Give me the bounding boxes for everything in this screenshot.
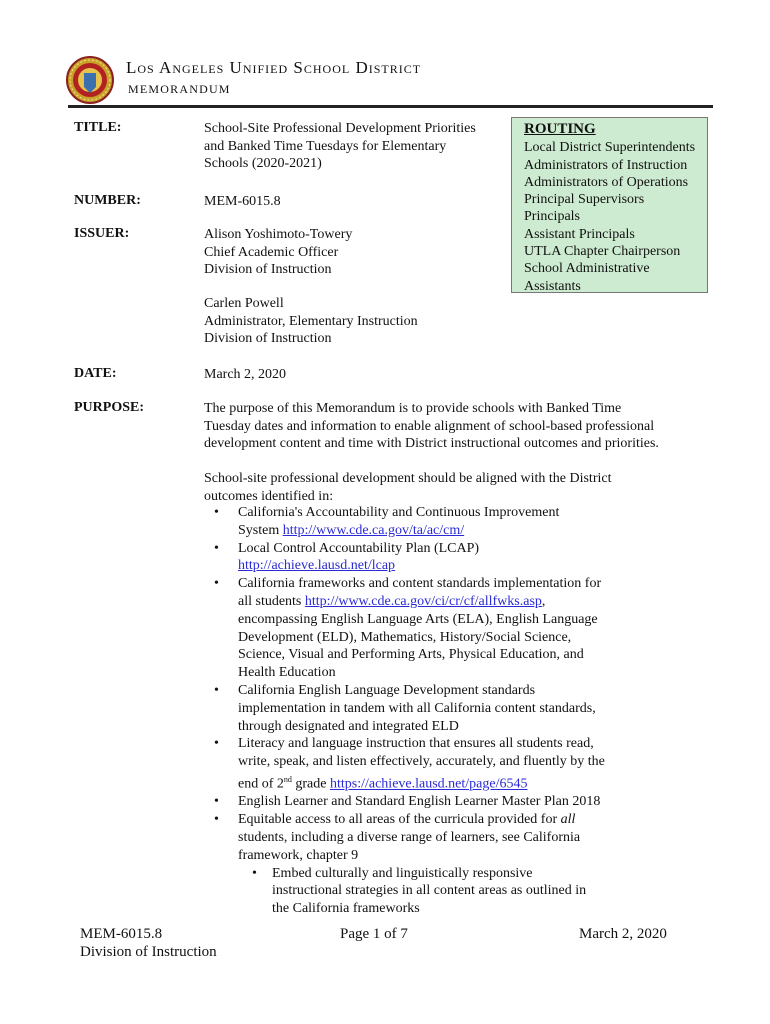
routing-item: Assistants: [524, 278, 581, 294]
footer-page-number: Page 1 of 7: [340, 926, 408, 942]
list-item: • California's Accountability and Continuous Improvement System http://www.cde.ca.gov/ta/ac/cm/: [214, 505, 560, 538]
outcomes-intro: School-site professional development should be aligned with the District outcomes identified in:: [204, 471, 612, 504]
footer-division: Division of Instruction: [80, 944, 217, 960]
number-label: NUMBER:: [74, 193, 141, 208]
date-label: DATE:: [74, 366, 117, 381]
number-value: MEM-6015.8: [204, 194, 281, 209]
footer-date: March 2, 2020: [579, 926, 667, 942]
list-item: • Equitable access to all areas of the curricula provided for all students, including a diverse range of learners, see California framework, chapter 9 • Embed culturally and linguistically responsive instructional strategies in all content areas as outlined in the California frameworks: [214, 811, 644, 918]
sub-list-item: • Embed culturally and linguistically responsive instructional strategies in all content areas as outlined in the California frameworks: [252, 865, 587, 917]
routing-item: Principals: [524, 209, 580, 225]
list-item: • Local Control Accountability Plan (LCAP) http://achieve.lausd.net/lcap: [214, 540, 480, 574]
cde-frameworks-link[interactable]: http://www.cde.ca.gov/ci/cr/cf/allfwks.asp: [304, 593, 542, 609]
routing-heading: ROUTING: [524, 121, 596, 137]
routing-item: Administrators of Operations: [524, 174, 689, 190]
list-item: • California frameworks and content standards implementation for all students http://www.cde.ca.gov/ci/cr/cf/allfwks.asp, encompassing English Language Arts (ELA), English Language Development (ELD), Mathematics, History/Social Science, Science, Visual and Performing Arts, Physical Education, and Health Education: [214, 576, 602, 681]
purpose-label: PURPOSE:: [74, 400, 144, 415]
achieve-page-link[interactable]: https://achieve.lausd.net/page/6545: [329, 776, 528, 792]
list-item: • English Learner and Standard English Learner Master Plan 2018: [214, 794, 601, 810]
routing-item: UTLA Chapter Chairperson: [524, 244, 681, 260]
issuer-secondary: Carlen Powell Administrator, Elementary Instruction Division of Instruction: [204, 296, 418, 347]
header-divider: [68, 105, 713, 108]
routing-item: Assistant Principals: [524, 226, 635, 242]
sub-list: [238, 865, 644, 918]
issuer-label: ISSUER:: [74, 226, 130, 241]
issuer-primary: Alison Yoshimoto-Towery Chief Academic Officer Division of Instruction: [204, 227, 353, 278]
routing-item: Local District Superintendents: [524, 140, 696, 156]
routing-item: Administrators of Instruction: [524, 157, 688, 173]
district-name: Los Angeles Unified School District: [126, 58, 422, 77]
memorandum-label: MEMORANDUM: [128, 82, 231, 96]
title-label: TITLE:: [74, 120, 122, 135]
title-value: School-Site Professional Development Priorities and Banked Time Tuesdays for Elementary Schools (2020-2021): [204, 121, 476, 172]
routing-box: [511, 117, 708, 293]
cde-accountability-link[interactable]: http://www.cde.ca.gov/ta/ac/cm/: [282, 522, 465, 538]
purpose-text: The purpose of this Memorandum is to provide schools with Banked Time Tuesday dates and information to enable alignment of school-based professional development content and time with District instructional outcomes and priorities.: [204, 401, 659, 452]
routing-item: School Administrative: [524, 261, 650, 277]
district-seal-logo: [66, 56, 114, 104]
outcomes-list: [214, 504, 644, 918]
list-item: • California English Language Development standards implementation in tandem with all California content standards, through designated and integrated ELD: [214, 682, 596, 734]
footer-number: MEM-6015.8: [80, 926, 163, 942]
list-item: • Literacy and language instruction that ensures all students read, write, speak, and listen effectively, accurately, and fluently by the end of 2nd grade https://achieve.lausd.net/page/6545: [214, 736, 605, 792]
date-value: March 2, 2020: [204, 367, 287, 382]
lcap-link[interactable]: http://achieve.lausd.net/lcap: [238, 558, 396, 574]
routing-item: Principal Supervisors: [524, 192, 645, 208]
